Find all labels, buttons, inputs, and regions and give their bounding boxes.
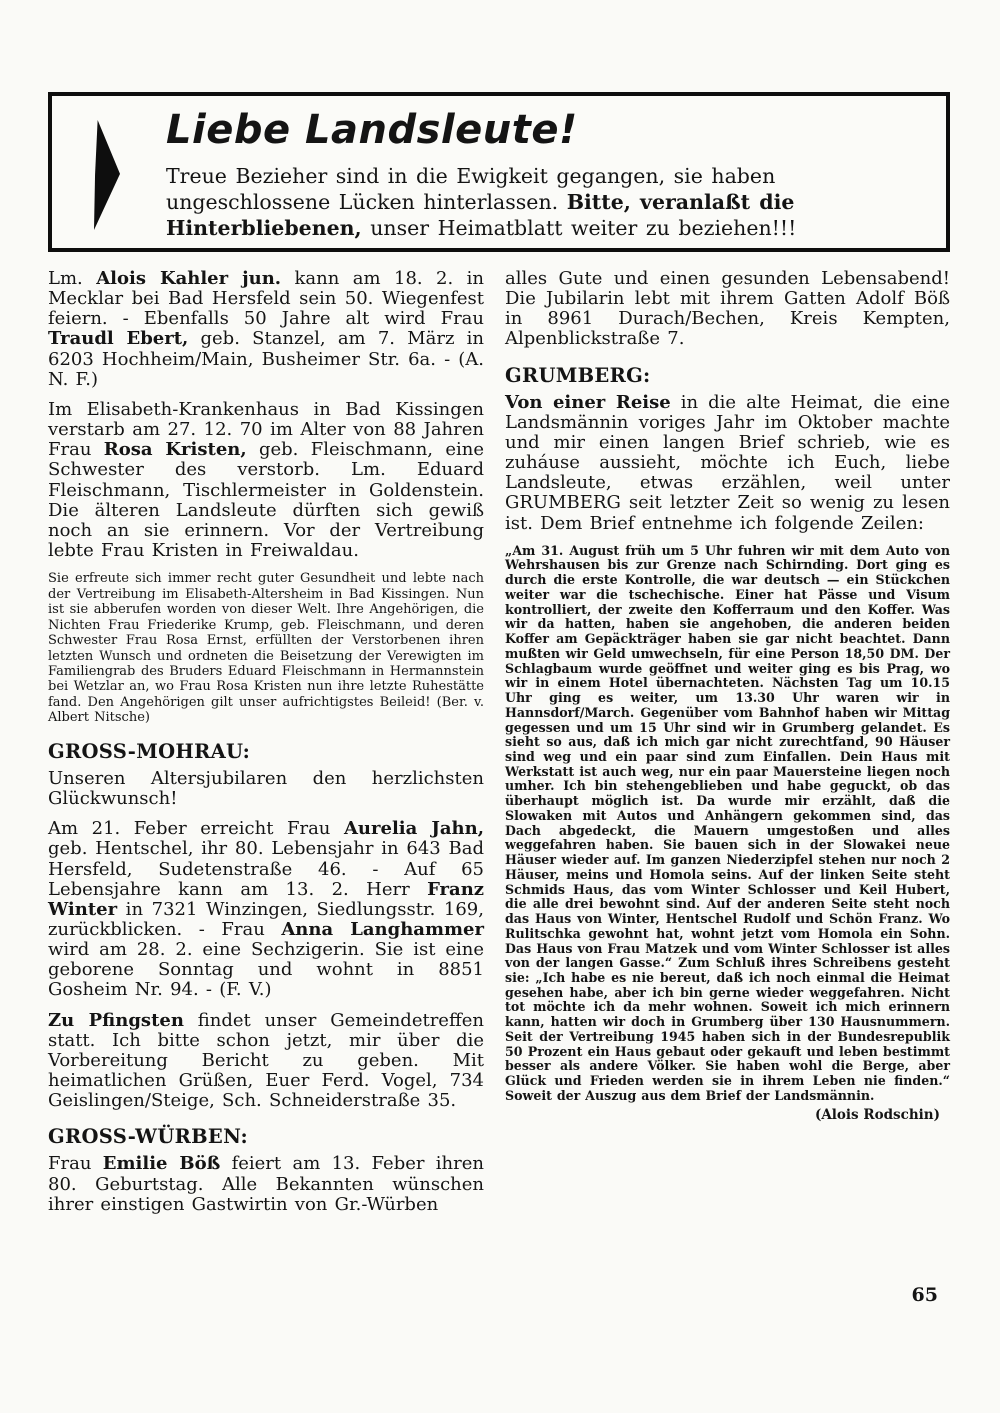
text-columns: [48, 269, 950, 1225]
page-number: 65: [911, 1284, 938, 1306]
paragraph: Am 21. Feber erreicht Frau Aurelia Jahn, geb. Hentschel, ihr 80. Lebensjahr in 643 Bad Hersfeld, Sudetenstraße 46. - Auf 65 Lebensjahre kann am 13. 2. Herr Franz Winter in 7321 Winzingen, Siedlungsstr. 169, zurückblicken. - Frau Anna Langhammer wird am 28. 2. eine Sechzigerin. Sie ist eine geborene Sonntag und wohnt in 8851 Gosheim Nr. 94. - (F. V.): [48, 818, 484, 1001]
header-content: [166, 107, 908, 242]
paragraph: alles Gute und einen gesunden Lebensabend! Die Jubilarin lebt mit ihrem Gatten Adolf Böß in 8961 Durach/Bechen, Kreis Kempten, Alpenblickstraße 7.: [505, 268, 950, 350]
paragraph: Unseren Altersjubilaren den herzlichsten Glückwunsch!: [48, 767, 484, 810]
section-heading: GROSS-MOHRAU:: [48, 739, 251, 763]
paragraph: Zu Pfingsten findet unser Gemeindetreffen statt. Ich bitte schon jetzt, mir über die Vorbereitung Bericht zu geben. Mit heimatlichen Grüßen, Euer Ferd. Vogel, 734 Geislingen/Steige, Sch. Schneiderstraße 35.: [48, 1009, 484, 1112]
paragraph: Im Elisabeth-Krankenhaus in Bad Kissingen verstarb am 27. 12. 70 im Alter von 88 Jahren Frau Rosa Kristen, geb. Fleischmann, eine Schwester des verstorb. Lm. Eduard Fleischmann, Tischlermeister in Goldenstein. Die älteren Landsleute dürften sich gewiß noch an sie erinnern. Vor der Vertreibung lebte Frau Kristen in Freiwaldau.: [48, 398, 485, 562]
letter-excerpt: „Am 31. August früh um 5 Uhr fuhren wir mit dem Auto von Wehrshausen bis zur Grenze nach Schirnding. Dort ging es durch die erste Kontrolle, die war deutsch — ein Stückchen weiter war die tschechische. Einer hat Pässe und Visum kontrolliert, der zweite den Kofferraum und den Koffer. Was wir da hatten, haben sie angehoben, die anderen beiden Koffer am Gepäckträger haben sie gar nicht beachtet. Dann mußten wir Geld umwechseln, für eine Person 18,50 DM. Der Schlagbaum wurde geöffnet und weiter ging es bis Prag, wo wir in einem Hotel übernachteten. Nächsten Tag um 10.15 Uhr ging es weiter, um 13.30 Uhr waren wir in Hannsdorf/March. Gegenüber vom Bahnhof haben wir Mittag gegessen und um 15 Uhr sind wir in Grumberg gelandet. Es sieht so aus, daß ich mich gar nicht zurechtfand, 90 Häuser sind weg und ein paar sind zum Einfallen. Dein Haus mit Werkstatt ist auch weg, nur ein paar Mauersteine liegen noch umher. Ich bin stehengeblieben und habe geguckt, ob das überhaupt möglich ist. Da wurde mir erzählt, daß die Slowaken mit Autos und Anhängern gekommen sind, das Dach abgedeckt, die Mauern umgestoßen und alles weggefahren haben. Sie bauen sich in der Slowakei neue Häuser wieder auf. Im ganzen Niederzipfel stehen nur noch 2 Häuser, meins und Homola seins. Auf der linken Seite steht Schmids Haus, das vom Winter Schlosser und Keil Hubert, die alle drei bewohnt sind. Auf der anderen Seite steht noch das Haus von Winter, Hentschel Rudolf und Schön Franz. Wo Rulitschka gewohnt hat, wohnt jetzt vom Homola ein Sohn. Das Haus von Frau Matzek und vom Winter Schlosser ist alles von der langen Gasse.“ Zum Schluß ihres Schreibens gesteht sie: „Ich habe es nie bereut, daß ich noch einmal die Heimat gesehen habe, aber ich bin gerne wieder weggefahren. Nicht tot möchte ich da mehr wohnen. Soweit ich mich erinnern kann, hatten wir doch in Grumberg über 130 Hausnummern. Seit der Vertreibung 1945 haben sich in der Bundesrepublik 50 Prozent ein Haus gebaut oder gekauft und leben bestimmt besser als andere Völker. Sie haben wohl die Berge, aber Glück und Frieden werden sie in ihrem Leben nie finden.“ Soweit der Auszug aus dem Brief der Landsmännin.: [505, 542, 950, 1103]
right-column: [505, 269, 950, 1225]
paragraph: Frau Emilie Böß feiert am 13. Feber ihren 80. Geburtstag. Alle Bekannten wünschen ihrer einstigen Gastwirtin von Gr.-Würben: [48, 1153, 484, 1215]
section-heading: GROSS-WÜRBEN:: [48, 1125, 249, 1149]
header-notice-box: [48, 92, 950, 252]
section-heading: GRUMBERG:: [505, 363, 651, 387]
arrow-marker-icon: [94, 120, 120, 230]
paragraph: Lm. Alois Kahler jun. kann am 18. 2. in Mecklar bei Bad Hersfeld sein 50. Wiegenfest feiern. - Ebenfalls 50 Jahre alt wird Frau Traudl Ebert, geb. Stanzel, am 7. März in 6203 Hochheim/Main, Busheimer Str. 6a. - (A. N. F.): [48, 268, 485, 390]
header-body-text: Treue Bezieher sind in die Ewigkeit gegangen, sie haben ungeschlossene Lücken hinterlassen. Bitte, veranlaßt die Hinterbliebenen, unser Heimatblatt weiter zu beziehen!!!: [166, 164, 797, 241]
small-print-paragraph: Sie erfreute sich immer recht guter Gesundheit und lebte nach der Vertreibung im Elisabeth-Altersheim in Bad Kissingen. Nun ist sie abberufen worden von dieser Welt. Ihre Angehörigen, die Nichten Frau Friederike Krump, geb. Fleischmann, und deren Schwester Frau Rosa Ernst, erfüllten der Verstorbenen ihren letzten Wunsch und ordneten die Beisetzung der Verewigten im Familiengrab des Bruders Eduard Fleischmann in Hermannstein bei Wetzlar an, wo Frau Rosa Kristen nun ihre letzte Ruhestätte fand. Den Angehörigen gilt unser aufrichtigstes Beileid! (Ber. v. Albert Nitsche): [48, 571, 484, 726]
letter-signature: (Alois Rodschin): [814, 1106, 940, 1123]
paragraph: Von einer Reise in die alte Heimat, die eine Landsmännin voriges Jahr im Oktober machte und mir einen langen Brief schrieb, wie es zuháuse aussieht, möchte ich Euch, liebe Landsleute, etwas erzählen, weil unter GRUMBERG seit letzter Zeit so wenig zu lesen ist. Dem Brief entnehme ich folgende Zeilen:: [505, 391, 951, 534]
header-title: Liebe Landsleute!: [166, 107, 578, 153]
left-column: [48, 269, 484, 1225]
